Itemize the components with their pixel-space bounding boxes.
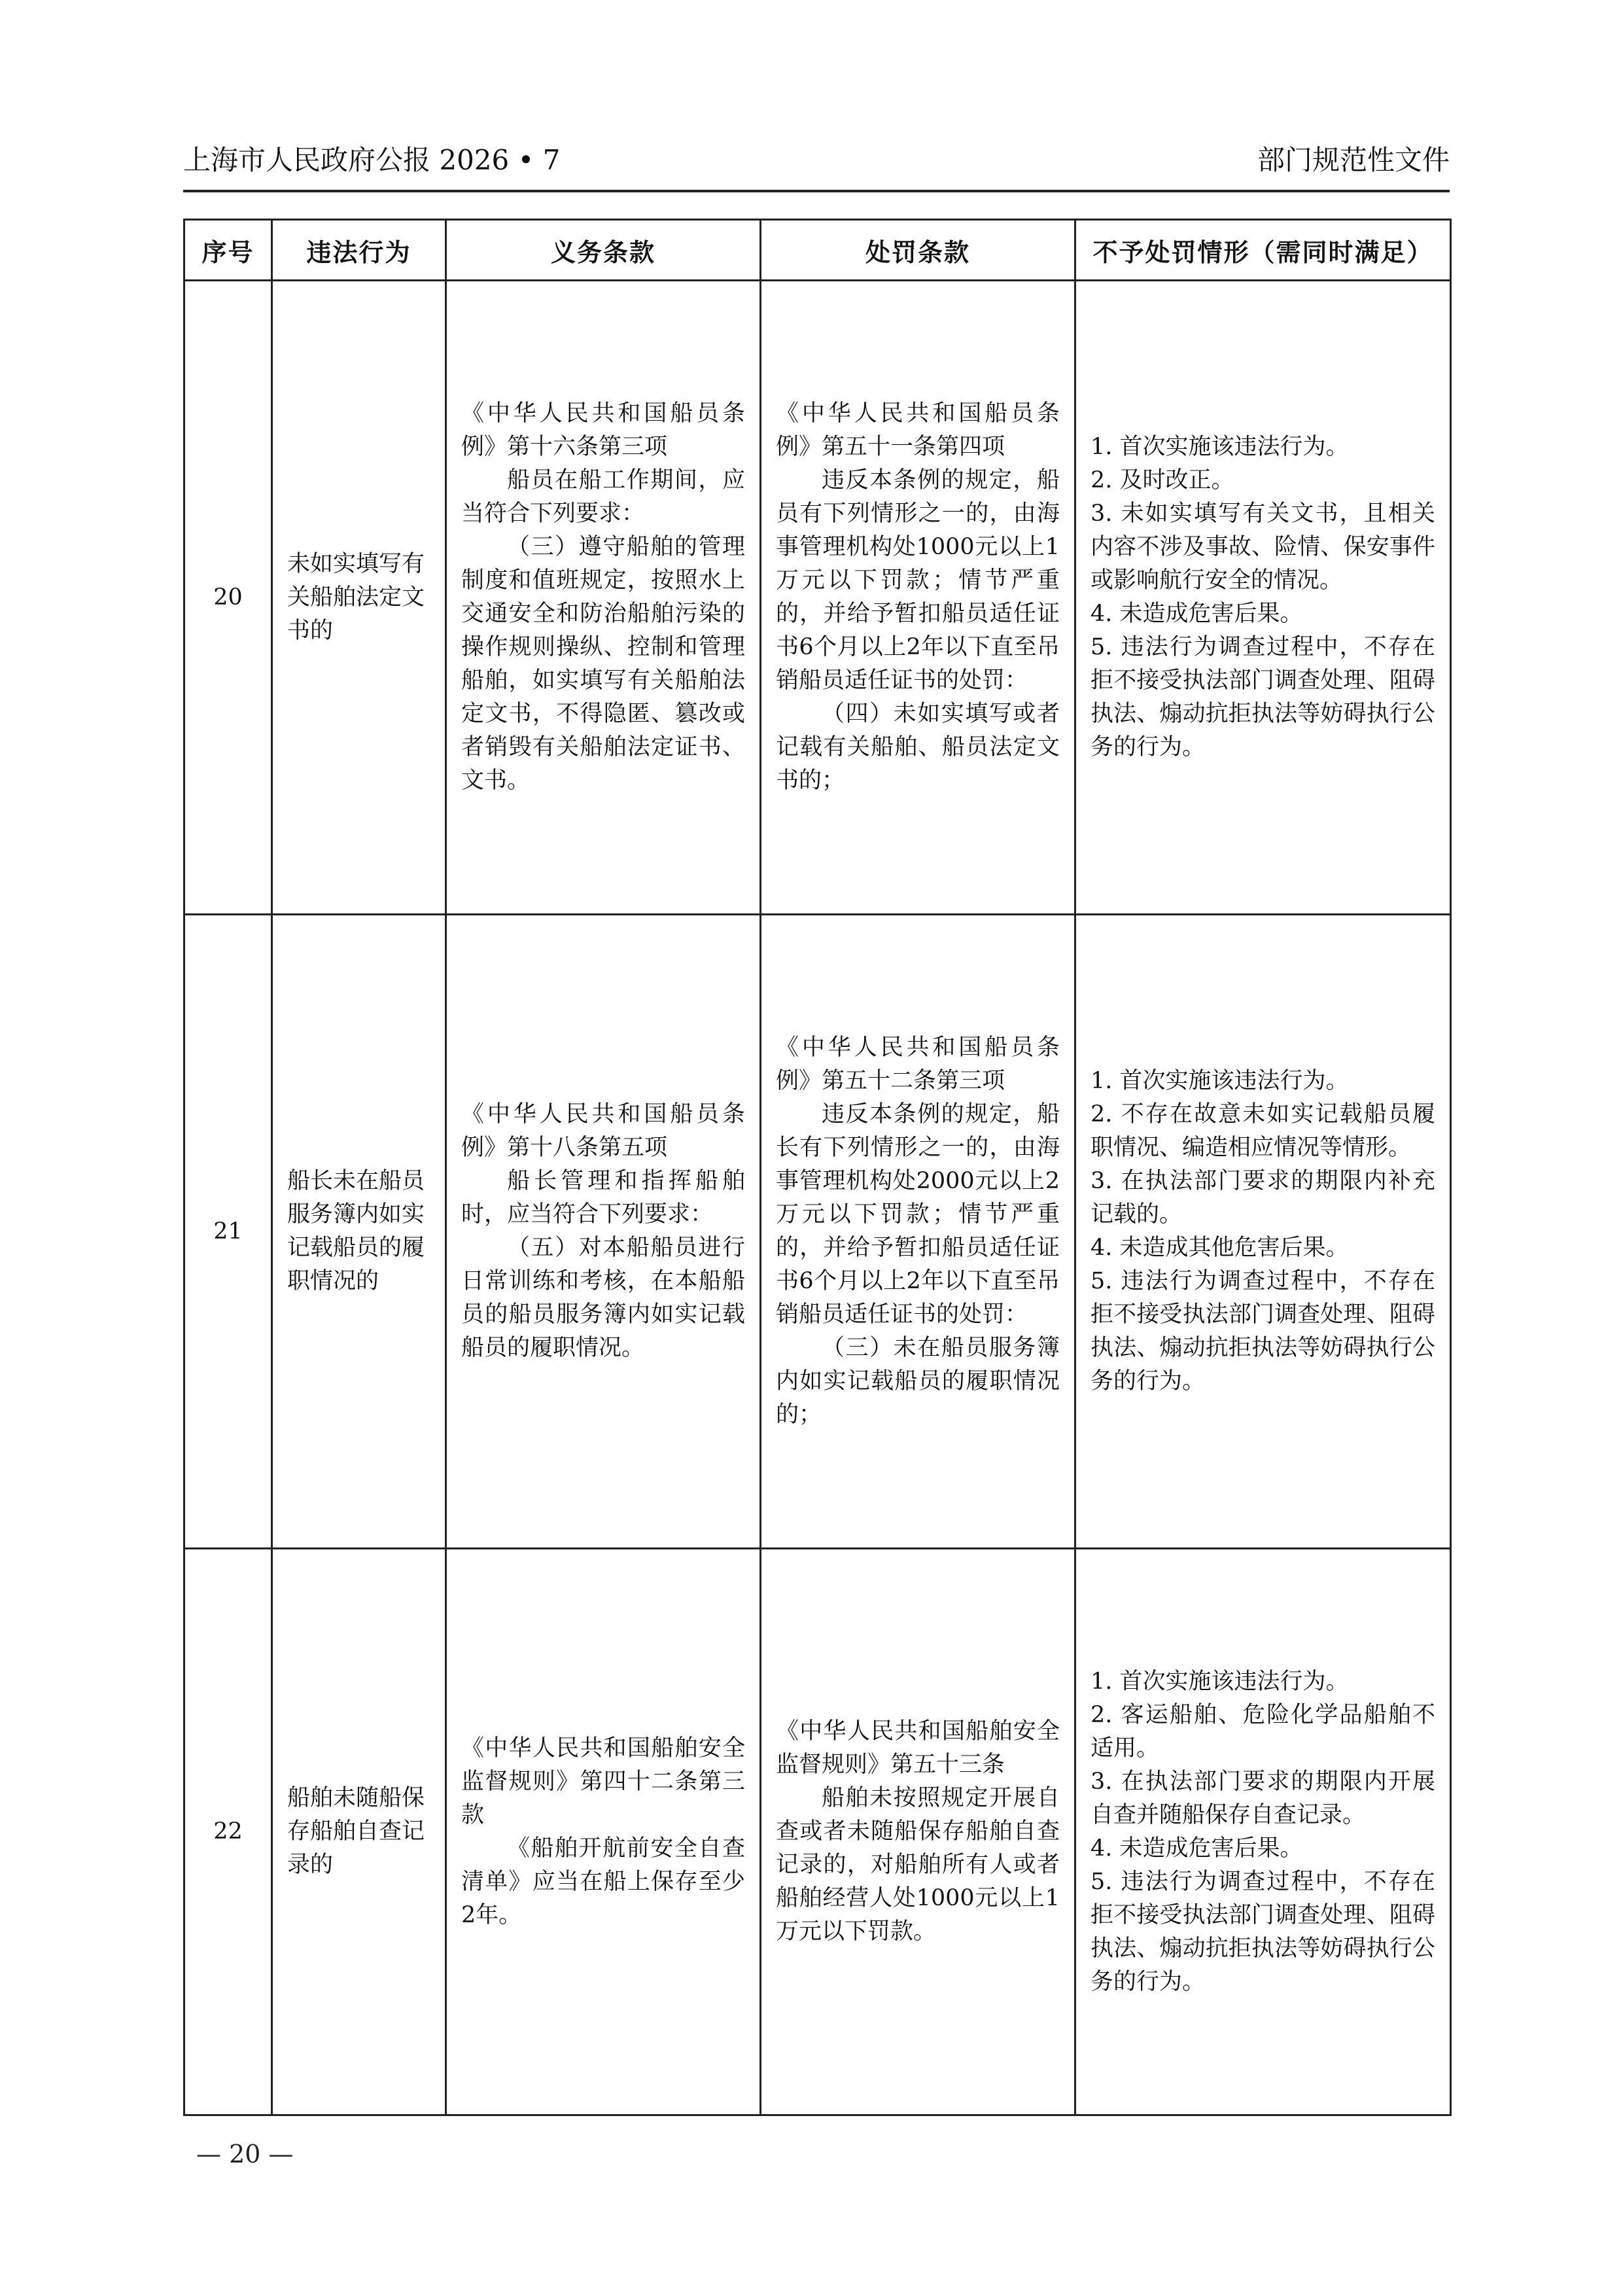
- gazette-title: 上海市人民政府公报 2026 • 7: [183, 144, 561, 176]
- section-title: 部门规范性文件: [1257, 144, 1450, 176]
- obligation-clause: [446, 915, 761, 1549]
- penalty-text: 船舶未按照规定开展自查或者未随船保存船舶自查记录的，对船舶所有人或者船舶经营人处1000元以上1万元以下罚款。: [776, 1785, 1060, 1945]
- exemption-conditions: [1075, 915, 1451, 1549]
- penalty-source: 《中华人民共和国船员条例》第五十一条第四项: [776, 400, 1060, 460]
- condition-item: 3. 未如实填写有关文书，且相关内容不涉及事故、险情、保安事件或影响航行安全的情况。: [1091, 501, 1435, 593]
- row-number: 22: [184, 1549, 272, 2115]
- table-row: [184, 915, 1451, 1549]
- obligation-source: 《中华人民共和国船员条例》第十六条第三项: [461, 400, 745, 460]
- row-number: 21: [184, 915, 272, 1549]
- condition-item: 1. 首次实施该违法行为。: [1091, 1068, 1349, 1094]
- condition-item: 2. 及时改正。: [1091, 467, 1234, 493]
- violation-act: 船舶未随船保存船舶自查记录的: [272, 1549, 446, 2115]
- penalty-text: （四）未如实填写或者记载有关船舶、船员法定文书的；: [776, 701, 1060, 794]
- condition-item: 2. 客运船舶、危险化学品船舶不适用。: [1091, 1701, 1435, 1761]
- penalty-table: [183, 219, 1452, 2116]
- penalty-source: 《中华人民共和国船员条例》第五十二条第三项: [776, 1034, 1060, 1094]
- penalty-clause: [761, 1549, 1075, 2115]
- obligation-clause: [446, 1549, 761, 2115]
- condition-item: 5. 违法行为调查过程中，不存在拒不接受执法部门调查处理、阻碍执法、煽动抗拒执法等妨碍执行公务的行为。: [1091, 634, 1435, 760]
- obligation-text: （三）遵守船舶的管理制度和值班规定，按照水上交通安全和防治船舶污染的操作规则操纵、控制和管理船舶，如实填写有关船舶法定文书，不得隐匿、篡改或者销毁有关船舶法定证书、文书。: [461, 534, 745, 794]
- penalty-clause: [761, 915, 1075, 1549]
- table-row: [184, 281, 1451, 915]
- page-number: — 20 —: [196, 2140, 294, 2168]
- column-header-exemption: 不予处罚情形（需同时满足）: [1075, 220, 1451, 281]
- violation-act: 船长未在船员服务簿内如实记载船员的履职情况的: [272, 915, 446, 1549]
- table-header-row: [184, 220, 1451, 281]
- column-header-no: 序号: [184, 220, 272, 281]
- exemption-conditions: [1075, 281, 1451, 915]
- column-header-penalty: 处罚条款: [761, 220, 1075, 281]
- condition-item: 1. 首次实施该违法行为。: [1091, 434, 1349, 460]
- penalty-clause: [761, 281, 1075, 915]
- condition-item: 3. 在执法部门要求的期限内补充记载的。: [1091, 1168, 1435, 1227]
- obligation-text: 船员在船工作期间，应当符合下列要求：: [461, 467, 745, 527]
- condition-item: 2. 不存在故意未如实记载船员履职情况、编造相应情况等情形。: [1091, 1101, 1435, 1161]
- condition-item: 4. 未造成其他危害后果。: [1091, 1235, 1349, 1261]
- obligation-text: （五）对本船船员进行日常训练和考核，在本船船员的船员服务簿内如实记载船员的履职情况。: [461, 1235, 745, 1361]
- penalty-text: 违反本条例的规定，船长有下列情形之一的，由海事管理机构处2000元以上2万元以下罚款；情节严重的，并给予暂扣船员适任证书6个月以上2年以下直至吊销船员适任证书的处罚：: [776, 1101, 1060, 1328]
- condition-item: 1. 首次实施该违法行为。: [1091, 1668, 1349, 1695]
- condition-item: 5. 违法行为调查过程中，不存在拒不接受执法部门调查处理、阻碍执法、煽动抗拒执法等妨碍执行公务的行为。: [1091, 1268, 1435, 1394]
- condition-item: 5. 违法行为调查过程中，不存在拒不接受执法部门调查处理、阻碍执法、煽动抗拒执法等妨碍执行公务的行为。: [1091, 1868, 1435, 1995]
- obligation-clause: [446, 281, 761, 915]
- table-row: [184, 1549, 1451, 2115]
- obligation-source: 《中华人民共和国船舶安全监督规则》第四十二条第三款: [461, 1735, 745, 1828]
- obligation-text: 《船舶开航前安全自查清单》应当在船上保存至少2年。: [461, 1835, 745, 1928]
- column-header-act: 违法行为: [272, 220, 446, 281]
- penalty-text: 违反本条例的规定，船员有下列情形之一的，由海事管理机构处1000元以上1万元以下罚款；情节严重的，并给予暂扣船员适任证书6个月以上2年以下直至吊销船员适任证书的处罚：: [776, 467, 1060, 694]
- condition-item: 4. 未造成危害后果。: [1091, 1835, 1303, 1862]
- exemption-conditions: [1075, 1549, 1451, 2115]
- row-number: 20: [184, 281, 272, 915]
- obligation-text: 船长管理和指挥船舶时，应当符合下列要求：: [461, 1168, 745, 1227]
- penalty-source: 《中华人民共和国船舶安全监督规则》第五十三条: [776, 1718, 1060, 1778]
- column-header-obligation: 义务条款: [446, 220, 761, 281]
- condition-item: 3. 在执法部门要求的期限内开展自查并随船保存自查记录。: [1091, 1768, 1435, 1828]
- penalty-text: （三）未在船员服务簿内如实记载船员的履职情况的；: [776, 1335, 1060, 1428]
- page-header: [183, 131, 1450, 192]
- violation-act: 未如实填写有关船舶法定文书的: [272, 281, 446, 915]
- obligation-source: 《中华人民共和国船员条例》第十八条第五项: [461, 1101, 745, 1161]
- condition-item: 4. 未造成危害后果。: [1091, 601, 1303, 627]
